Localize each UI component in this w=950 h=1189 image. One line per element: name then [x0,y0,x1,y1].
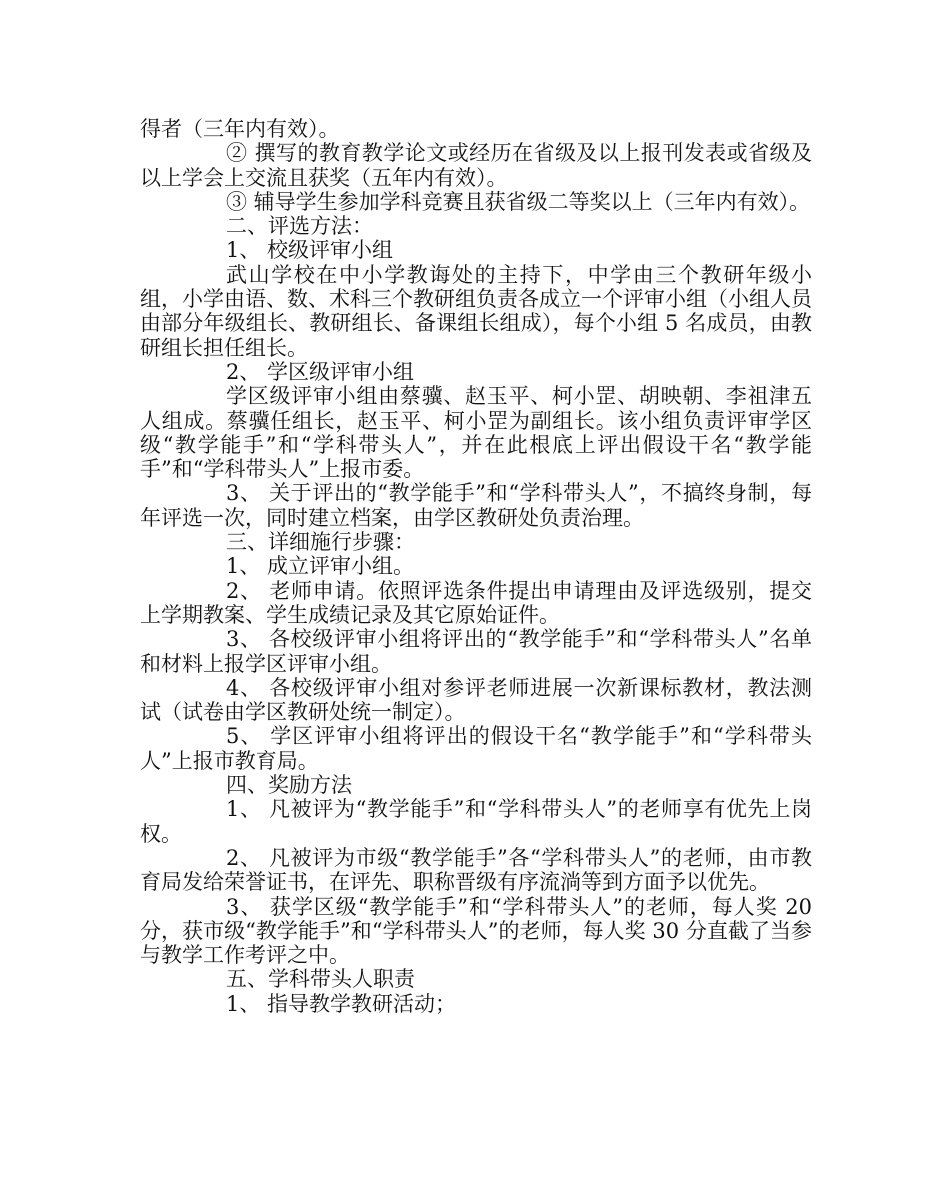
step-2: 2、 老师申请。依照评选条件提出申请理由及评选级别，提交上学期教案、学生成绩记录及其它原始证件。 [140,578,812,627]
subheading-school-panel: 1、 校级评审小组 [226,238,394,263]
reward-3: 3、 获学区级“教学能手”和“学科带头人”的老师，每人奖 20 分，获市级“教学能手”和“学科带头人”的老师，每人奖 30 分直截了当参与教学工作考评之中。 [140,894,812,968]
duty-1: 1、 指导教学教研活动； [226,991,457,1016]
paragraph-criterion-2: ② 撰写的教育教学论文或经历在省级及以上报刊发表或省级及以上学会上交流且获奖（五年内有效）。 [140,141,812,190]
paragraph-term-limit: 3、 关于评出的“教学能手”和“学科带头人”，不搞终身制，每年评选一次，同时建立档案，由学区教研处负责治理。 [140,481,812,530]
section-heading-implementation: 三、详细施行步骤： [226,530,415,555]
paragraph-district-panel: 学区级评审小组由蔡骥、赵玉平、柯小罡、胡映朝、李祖津五人组成。蔡骥任组长，赵玉平、柯小罡为副组长。该小组负责评审学区级“教学能手”和“学科带头人”，并在此根底上评出假设干名“教学能手”和“学科带头人”上报市委。 [140,384,812,482]
step-3: 3、 各校级评审小组将评出的“教学能手”和“学科带头人”名单和材料上报学区评审小组。 [140,627,812,676]
subheading-district-panel: 2、 学区级评审小组 [226,359,415,384]
section-heading-selection-method: 二、评选方法： [226,214,373,239]
document-page [140,117,812,1016]
reward-2: 2、 凡被评为市级“教学能手”各“学科带头人”的老师，由市教育局发给荣誉证书，在评先、职称晋级有序流淌等到方面予以优先。 [140,845,812,895]
step-5: 5、 学区评审小组将评出的假设干名“教学能手”和“学科带头人”上报市教育局。 [140,724,812,773]
paragraph-continuation: 得者（三年内有效）。 [140,117,340,141]
section-heading-rewards: 四、奖励方法 [226,773,352,798]
reward-1: 1、 凡被评为“教学能手”和“学科带头人”的老师享有优先上岗权。 [140,797,812,846]
section-heading-duties: 五、学科带头人职责 [226,967,415,992]
step-4: 4、 各校级评审小组对参评老师进展一次新课标教材，教法测试（试卷由学区教研处统一制定）。 [140,675,812,725]
paragraph-school-panel: 武山学校在中小学教诲处的主持下，中学由三个教研年级小组，小学由语、数、术科三个教研组负责各成立一个评审小组（小组人员由部分年级组长、教研组长、备课组长组成），每个小组 5 名成员，由教研组长担任组长。 [140,262,812,360]
step-1: 1、 成立评审小组。 [226,554,415,579]
paragraph-criterion-3: ③ 辅导学生参加学科竞赛且获省级二等奖以上（三年内有效）。 [226,189,811,214]
